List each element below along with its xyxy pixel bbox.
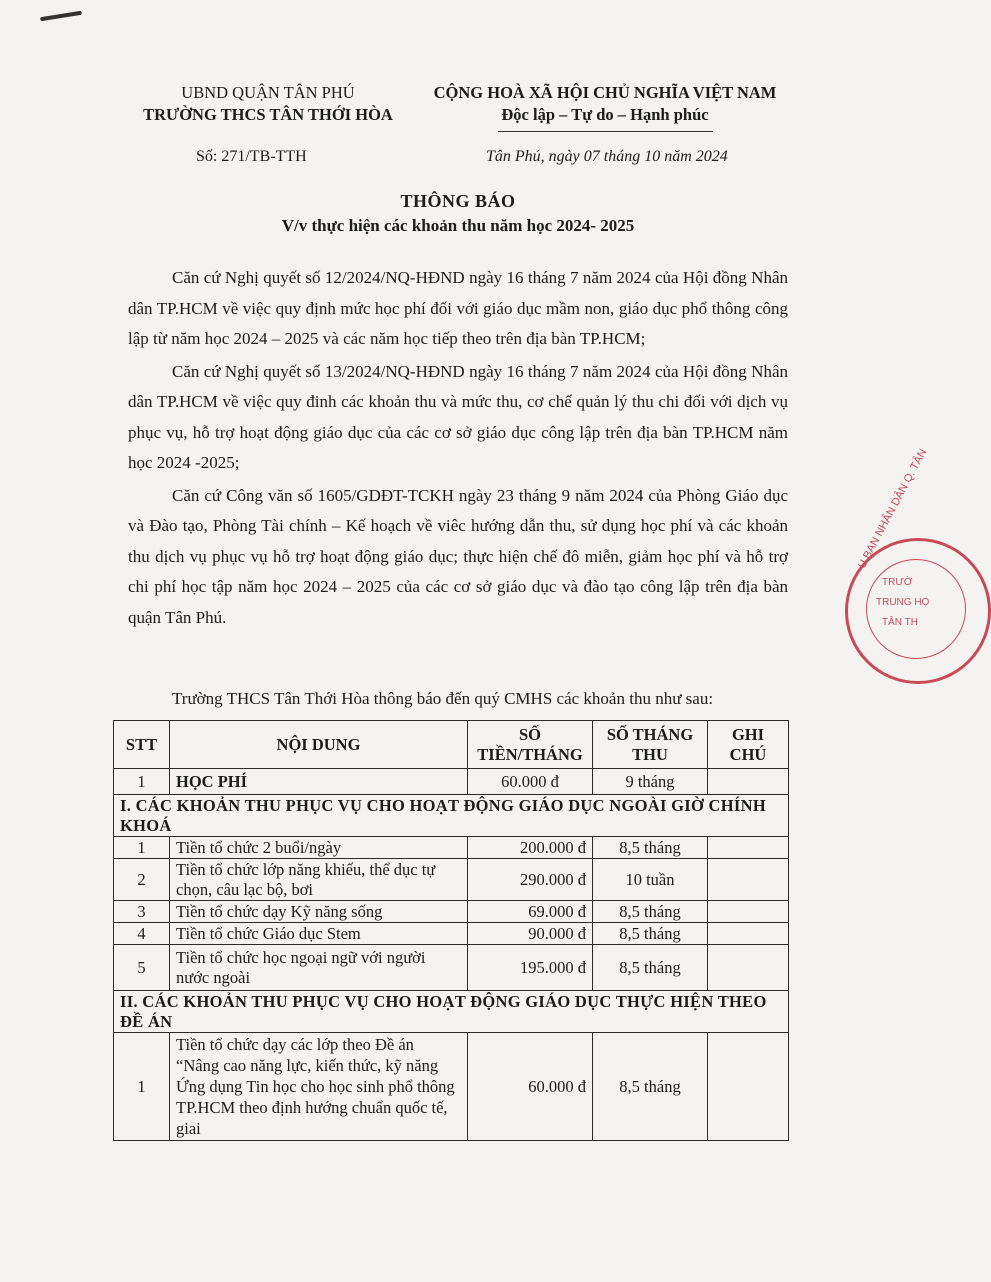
paragraph: Căn cứ Nghị quyết số 12/2024/NQ-HĐND ngày 16 tháng 7 năm 2024 của Hội đồng Nhân dân TP.HCM về việc quy định mức học phí đối với giáo dục mầm non, giáo dục phổ thông công lập từ năm học 2024 – 2025 và các năm học tiếp theo trên địa bàn TP.HCM; [128,268,788,348]
official-seal [845,446,991,684]
cell-note [708,859,789,901]
issuer-block [118,82,418,126]
cell-months: 10 tuần [593,859,708,901]
cell-stt: 2 [114,859,170,901]
cell-amount: 60.000 đ [468,1033,593,1141]
document-subtitle: V/v thực hiện các khoản thu năm học 2024- 2025 [281,216,635,235]
issuer-district: UBND QUẬN TÂN PHÚ [181,83,355,102]
cell-months: 8,5 tháng [593,901,708,923]
section-title: II. CÁC KHOẢN THU PHỤC VỤ CHO HOẠT ĐỘNG GIÁO DỤC THỰC HIỆN THEO ĐỀ ÁN [114,991,789,1033]
cell-content: Tiền tổ chức lớp năng khiếu, thể dục tự chọn, câu lạc bộ, bơi [170,859,468,901]
cell-content: HỌC PHÍ [170,769,468,795]
table-row [114,859,789,901]
issuer-school: TRƯỜNG THCS TÂN THỚI HÒA [143,105,393,124]
cell-note [708,923,789,945]
cell-stt: 1 [114,837,170,859]
cell-content: Tiền tổ chức dạy các lớp theo Đề án “Nâng cao năng lực, kiến thức, kỹ năng Ứng dụng Tin học cho học sinh phổ thông TP.HCM theo định hướng chuẩn quốc tế, giai [170,1033,468,1141]
section-row [114,991,789,1033]
cell-months: 8,5 tháng [593,923,708,945]
header-amount: SỐ TIỀN/THÁNG [468,721,593,769]
table-row [114,837,789,859]
document-number: Số: 271/TB-TTH [196,148,307,165]
header-content: NỘI DUNG [170,721,468,769]
table-row [114,769,789,795]
national-motto: Độc lập – Tự do – Hạnh phúc [501,105,709,124]
cell-stt: 1 [114,1033,170,1141]
header-months: SỐ THÁNG THU [593,721,708,769]
national-motto-block [412,82,798,126]
cell-content: Tiền tổ chức Giáo dục Stem [170,923,468,945]
seal-inner-ring [866,559,966,659]
cell-months: 9 tháng [593,769,708,795]
paragraph: Căn cứ Nghị quyết số 13/2024/NQ-HĐND ngày 16 tháng 7 năm 2024 của Hội đồng Nhân dân TP.HCM về việc quy đinh các khoản thu và mức thu, cơ chế quản lý thu chi đối với dịch vụ phục vụ, hỗ trợ hoạt động giáo dục của các cơ sở giáo dục công lập trên địa bàn TP.HCM năm học 2024 -2025; [128,361,788,472]
cell-months: 8,5 tháng [593,945,708,991]
motto-underline [498,131,713,132]
table-row [114,923,789,945]
cell-stt: 3 [114,901,170,923]
header-note: GHI CHÚ [708,721,789,769]
cell-stt: 5 [114,945,170,991]
cell-content: Tiền tổ chức học ngoại ngữ với người nước ngoài [170,945,468,991]
cell-note [708,901,789,923]
cell-note [708,837,789,859]
table-intro: Trường THCS Tân Thới Hòa thông báo đến quý CMHS các khoản thu như sau: [172,689,714,708]
seal-text: TÂN TH [882,617,918,628]
cell-content: Tiền tổ chức 2 buổi/ngày [170,837,468,859]
cell-amount: 290.000 đ [468,859,593,901]
table-header-row [114,721,789,769]
header-stt: STT [114,721,170,769]
cell-content: Tiền tổ chức dạy Kỹ năng sống [170,901,468,923]
paragraph: Căn cứ Công văn số 1605/GDĐT-TCKH ngày 23 tháng 9 năm 2024 của Phòng Giáo dục và Đào tạo, Phòng Tài chính – Kế hoạch về viêc hướng dẫn thu, sử dụng học phí và các khoản thu dịch vụ phục vụ hỗ trợ hoạt động giáo dục; thực hiện chế đô miễn, giảm học phí và hỗ trợ chi phí học tập năm học 2024 – 2025 của các cơ sở giáo dục và đào tạo công lập trên địa bàn quận Tân Phú. [128,485,788,627]
cell-months: 8,5 tháng [593,837,708,859]
cell-stt: 1 [114,769,170,795]
place-date: Tân Phú, ngày 07 tháng 10 năm 2024 [486,148,728,165]
cell-months: 8,5 tháng [593,1033,708,1141]
section-title: I. CÁC KHOẢN THU PHỤC VỤ CHO HOẠT ĐỘNG GIÁO DỤC NGOÀI GIỜ CHÍNH KHOÁ [114,795,789,837]
cell-amount: 200.000 đ [468,837,593,859]
seal-text: TRUNG HỌ [876,597,930,608]
cell-stt: 4 [114,923,170,945]
cell-amount: 195.000 đ [468,945,593,991]
pen-mark [40,11,82,22]
cell-note [708,1033,789,1141]
cell-amount: 69.000 đ [468,901,593,923]
cell-amount: 90.000 đ [468,923,593,945]
cell-note [708,769,789,795]
national-name: CỘNG HOÀ XÃ HỘI CHỦ NGHĨA VIỆT NAM [433,83,777,102]
cell-note [708,945,789,991]
legal-basis [128,263,788,635]
seal-text: TRƯỜ [882,577,913,588]
section-row [114,795,789,837]
seal-text: U BAN NHÂN DÂN Q. TÂN [856,446,930,571]
table-row [114,945,789,991]
table-row [114,901,789,923]
document-title: THÔNG BÁO [400,191,516,211]
table-row [114,1033,789,1141]
fee-table [113,720,789,1141]
cell-amount: 60.000 đ [468,769,593,795]
